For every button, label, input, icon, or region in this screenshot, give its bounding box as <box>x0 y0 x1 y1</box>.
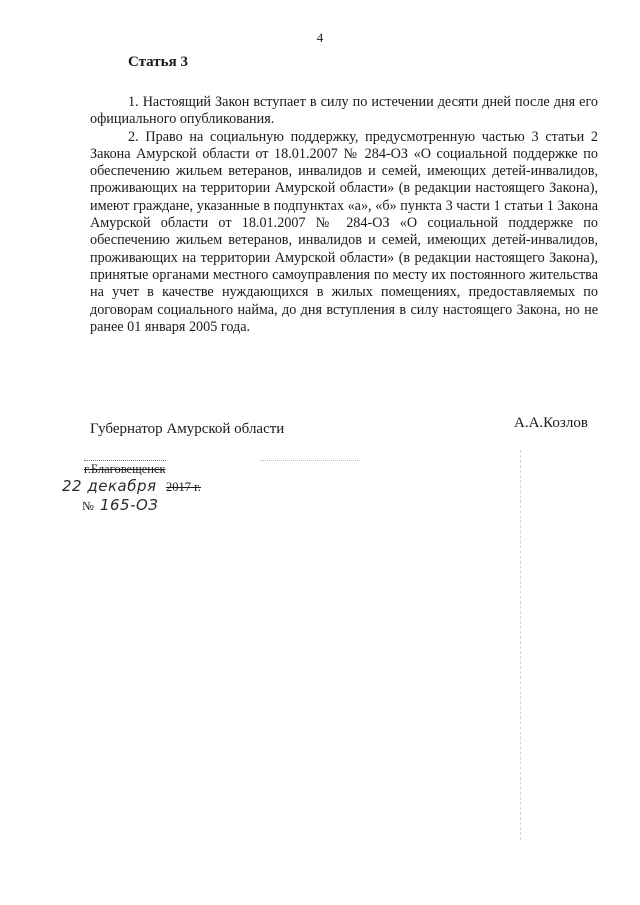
paragraph-1: 1. Настоящий Закон вступает в силу по истечении десяти дней после дня его официального опубликования. <box>90 94 598 128</box>
article-body <box>90 94 598 336</box>
handwritten-date: 22 декабря <box>62 477 157 495</box>
enactment-block <box>62 460 242 520</box>
scan-margin-mark <box>520 450 522 840</box>
paragraph-2: 2. Право на социальную поддержку, предусмотренную частью 3 статьи 2 Закона Амурской области от 18.01.2007 № 284-ОЗ «О социальной поддержке по обеспечению жильем ветеранов, инвалидов и семей, имеющих детей-инвалидов, проживающих на территории Амурской области» (в редакции настоящего Закона), имеют граждане, указанные в подпунктах «а», «б» пункта 3 части 1 статьи 1 Закона Амурской области от 18.01.2007 № 284-ОЗ «О социальной поддержке по обеспечению жильем ветеранов, инвалидов и семей, имеющих детей-инвалидов, проживающих на территории Амурской области» (в редакции настоящего Закона), принятые органами местного самоуправления по месту их постоянного жительства на учет в качестве нуждающихся в жилых помещениях, предоставляемых по договорам социального найма, до дня вступления в силу настоящего Закона, но не ранее 01 января 2005 года. <box>90 128 598 335</box>
enactment-place: г.Благовещенск <box>84 462 166 476</box>
law-number <box>82 496 158 514</box>
signatory-name: А.А.Козлов <box>514 415 588 431</box>
article-title: Статья 3 <box>128 54 188 70</box>
enactment-date <box>62 477 201 495</box>
signatory-title: Губернатор Амурской области <box>90 421 285 437</box>
printed-year: 2017 г. <box>166 480 201 494</box>
number-sign: № <box>82 499 94 513</box>
handwritten-number: 165-ОЗ <box>99 496 159 514</box>
page-number: 4 <box>316 30 324 45</box>
scan-dotted-mark <box>260 460 360 461</box>
